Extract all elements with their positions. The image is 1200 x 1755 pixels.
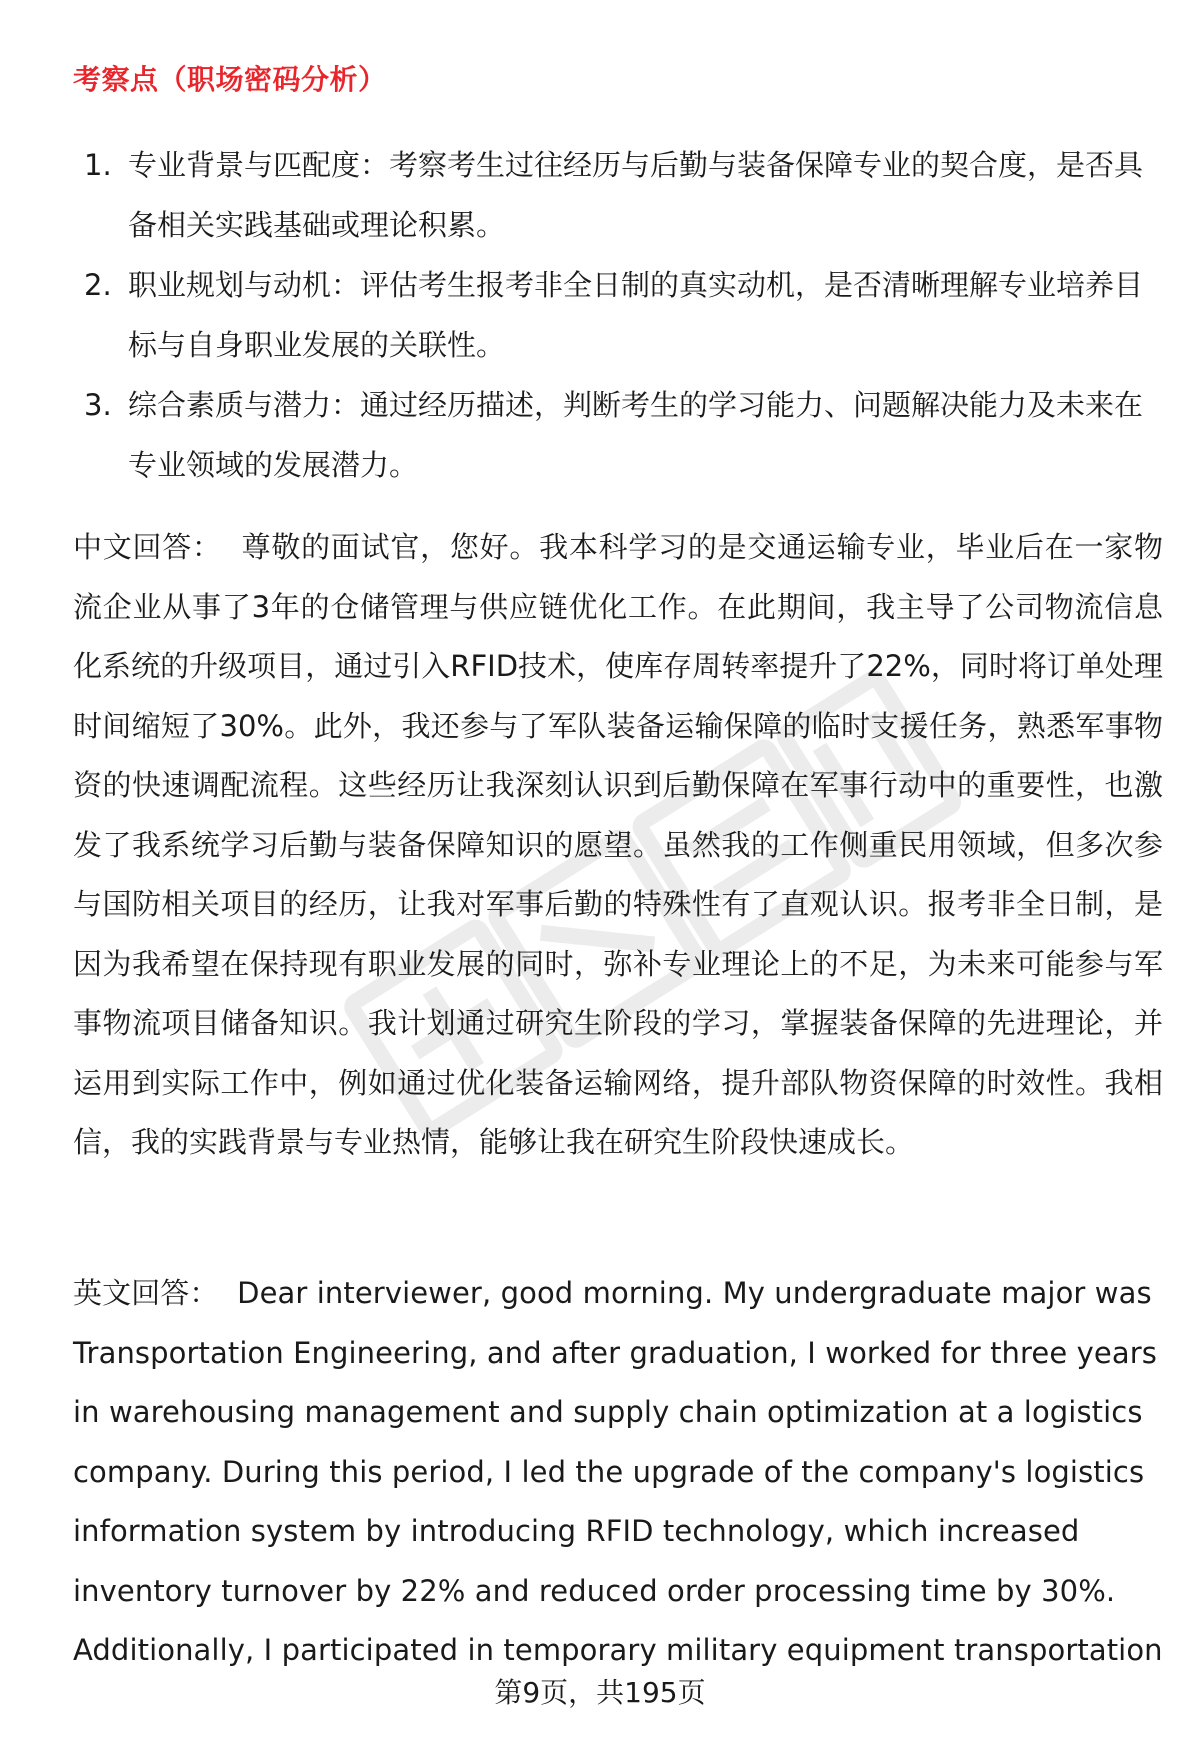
list-item-text: 职业规划与动机：评估考生报考非全日制的真实动机，是否清晰理解专业培养目标与自身职业发展的关联性。 xyxy=(128,268,1144,362)
list-item-text: 综合素质与潜力：通过经历描述，判断考生的学习能力、问题解决能力及未来在专业领域的发展潜力。 xyxy=(128,388,1144,482)
english-answer-text: Dear interviewer, good morning. My undergraduate major was Transportation Engineering, and after graduation, I worked for three years in warehousing management and supply chain optimization at a logistics company. During this period, I led the upgrade of the company's logistics information system by introducing RFID technology, which increased inventory turnover by 22% and reduced order processing time by 30%. Additionally, I participated in temporary military equipment transportation xyxy=(73,1276,1163,1667)
list-item-number: 2. xyxy=(84,268,112,302)
section-heading: 考察点（职场密码分析） xyxy=(73,63,387,96)
page-number-footer: 第9页，共195页 xyxy=(494,1676,706,1709)
list-item-text: 专业背景与匹配度：考察考生过往经历与后勤与装备保障专业的契合度，是否具备相关实践基础或理论积累。 xyxy=(128,148,1144,242)
list-item xyxy=(84,375,1154,495)
chinese-answer-paragraph xyxy=(73,518,1163,1173)
assessment-points-list xyxy=(84,135,1154,495)
list-item xyxy=(84,135,1154,255)
english-answer-paragraph xyxy=(73,1264,1163,1681)
list-item-number: 3. xyxy=(84,388,112,422)
chinese-answer-label: 中文回答： xyxy=(73,530,222,564)
english-answer-label: 英文回答： xyxy=(73,1276,219,1310)
list-item xyxy=(84,255,1154,375)
chinese-answer-text: 尊敬的面试官，您好。我本科学习的是交通运输专业，毕业后在一家物流企业从事了3年的仓储管理与供应链优化工作。在此期间，我主导了公司物流信息化系统的升级项目，通过引入RFID技术，使库存周转率提升了22%，同时将订单处理时间缩短了30%。此外，我还参与了军队装备运输保障的临时支援任务，熟悉军事物资的快速调配流程。这些经历让我深刻认识到后勤保障在军事行动中的重要性，也激发了我系统学习后勤与装备保障知识的愿望。虽然我的工作侧重民用领域，但多次参与国防相关项目的经历，让我对军事后勤的特殊性有了直观认识。报考非全日制，是因为我希望在保持现有职业发展的同时，弥补专业理论上的不足，为未来可能参与军事物流项目储备知识。我计划通过研究生阶段的学习，掌握装备保障的先进理论，并运用到实际工作中，例如通过优化装备运输网络，提升部队物资保障的时效性。我相信，我的实践背景与专业热情，能够让我在研究生阶段快速成长。 xyxy=(73,530,1163,1159)
list-item-number: 1. xyxy=(84,148,112,182)
